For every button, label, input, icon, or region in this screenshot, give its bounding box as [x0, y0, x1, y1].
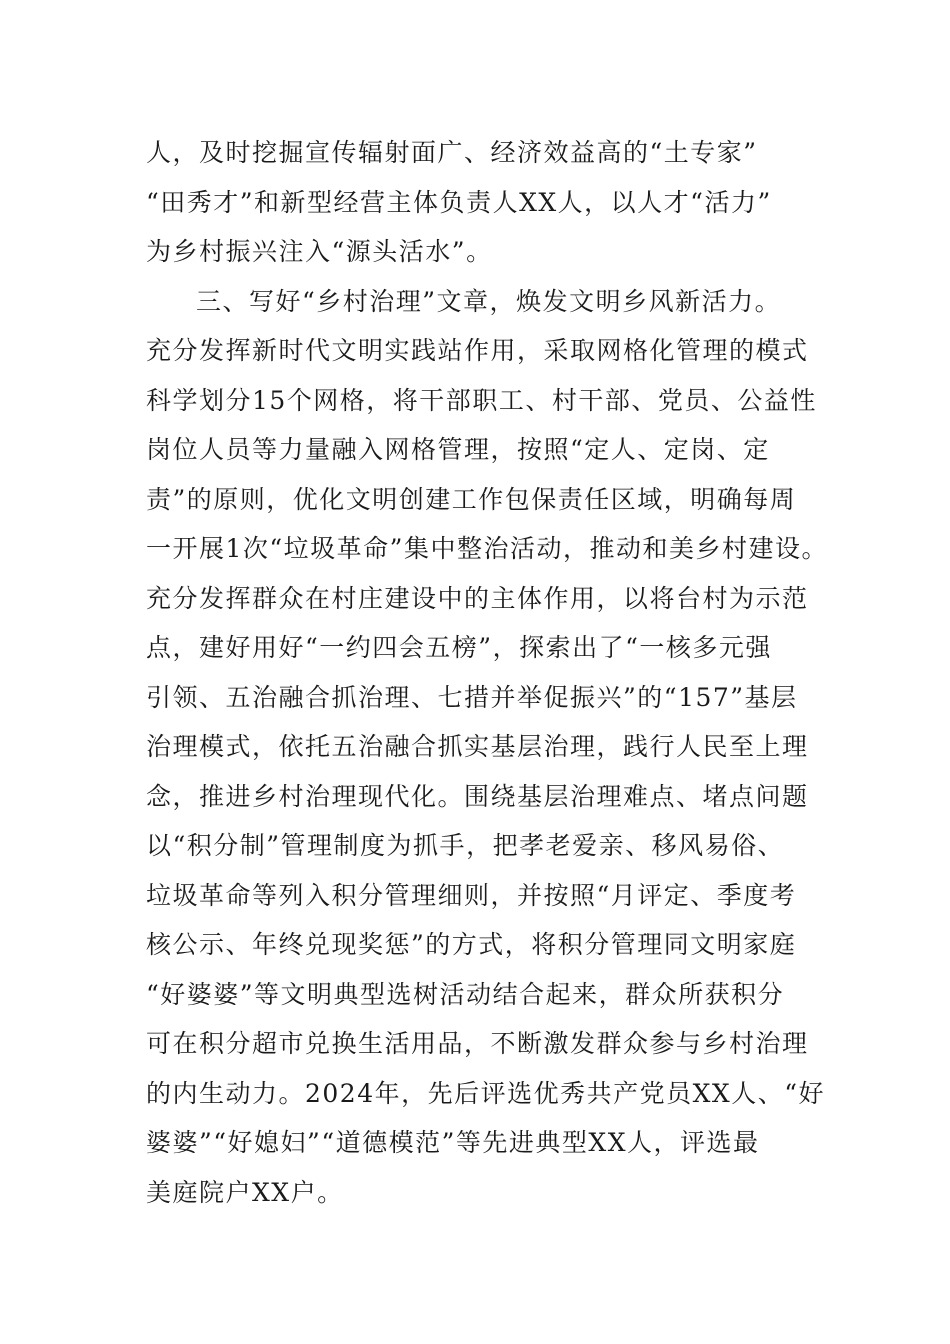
text-line: 一开展1次“垃圾革命”集中整治活动，推动和美乡村建设。 [146, 534, 828, 563]
text-line: 岗位人员等力量融入网格管理，按照“定人、定岗、定 [146, 435, 770, 464]
text-line: 的内生动力。2024年，先后评选优秀共产党员XX人、“好 [146, 1078, 826, 1108]
text-line: 充分发挥新时代文明实践站作用，采取网格化管理的模式 [146, 336, 809, 365]
text-line: 治理模式，依托五治融合抓实基层治理，践行人民至上理 [146, 732, 809, 761]
text-line: 美庭院户XX户。 [146, 1177, 344, 1207]
body-text [146, 128, 828, 1217]
text-line: 人，及时挖掘宣传辐射面广、经济效益高的“土专家” [146, 138, 758, 167]
text-line: 充分发挥群众在村庄建设中的主体作用，以将台村为示范 [146, 583, 809, 613]
text-line: 婆婆”“好媳妇”“道德模范”等先进典型XX人，评选最 [146, 1128, 760, 1157]
text-line: “好婆婆”等文明典型选树活动结合起来，群众所获积分 [146, 979, 785, 1009]
text-line: 垃圾革命等列入积分管理细则，并按照“月评定、季度考 [146, 880, 797, 910]
text-line: 责”的原则，优化文明创建工作包保责任区域，明确每周 [146, 484, 797, 514]
text-line: 点，建好用好“一约四会五榜”，探索出了“一核多元强 [146, 633, 772, 662]
text-line: 以“积分制”管理制度为抓手，把孝老爱亲、移风易俗、 [146, 831, 785, 860]
text-line: 为乡村振兴注入“源头活水”。 [146, 237, 493, 266]
text-line: “田秀才”和新型经营主体负责人XX人，以人才“活力” [146, 187, 772, 217]
text-line: 核公示、年终兑现奖惩”的方式，将积分管理同文明家庭 [146, 930, 797, 959]
text-line: 可在积分超市兑换生活用品，不断激发群众参与乡村治理 [146, 1029, 809, 1058]
text-line: 科学划分15个网格，将干部职工、村干部、党员、公益性 [146, 385, 817, 415]
text-line: 念，推进乡村治理现代化。围绕基层治理难点、堵点问题 [146, 781, 809, 811]
section-heading-line: 三、写好“乡村治理”文章，焕发文明乡风新活力。 [196, 286, 782, 316]
text-line: 引领、五治融合抓治理、七措并举促振兴”的“157”基层 [146, 682, 798, 712]
